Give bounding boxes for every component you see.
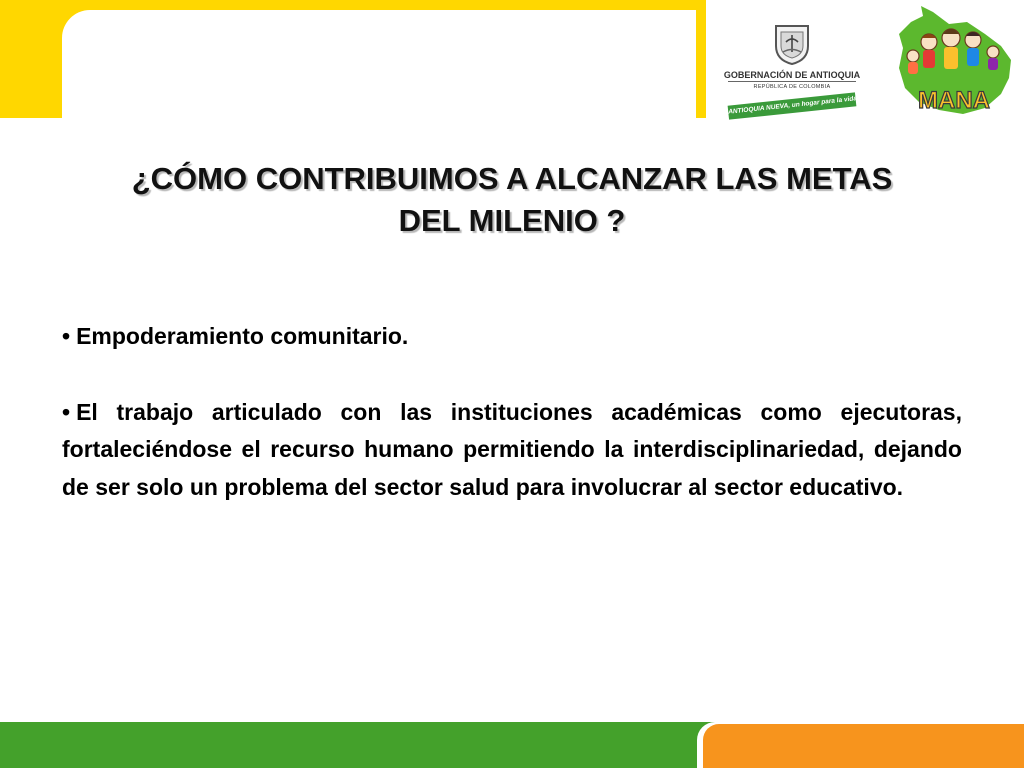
government-logo bbox=[722, 20, 862, 120]
coat-of-arms-icon bbox=[772, 22, 812, 66]
mana-logo-text: MANA bbox=[918, 87, 990, 114]
children-map-icon bbox=[893, 4, 1015, 120]
mana-logo bbox=[893, 4, 1015, 120]
bullet-dot-icon: • bbox=[62, 323, 71, 349]
bullet-dot-icon: • bbox=[62, 398, 71, 425]
bullet-text: El trabajo articulado con las instituciones académicas como ejecutoras, fortaleciéndose el recurso humano permitiendo la interdisciplinariedad, dejando de ser solo un problema del sector salud para involucrar al sector educativo. bbox=[62, 398, 962, 500]
slide-title-line-1: ¿CÓMO CONTRIBUIMOS A ALCANZAR LAS METAS bbox=[131, 161, 893, 196]
government-tagline: ANTIOQUIA NUEVA, un hogar para la vida bbox=[728, 92, 857, 119]
government-divider bbox=[728, 81, 856, 82]
bullet-text: Empoderamiento comunitario. bbox=[76, 323, 409, 349]
slide-title-line-2: DEL MILENIO ? bbox=[398, 203, 626, 238]
government-name: GOBERNACIÓN DE ANTIOQUIA bbox=[723, 70, 861, 80]
bullet-list bbox=[62, 318, 962, 506]
bullet-item bbox=[62, 318, 962, 356]
government-country: REPÚBLICA DE COLOMBIA bbox=[753, 84, 831, 90]
bullet-item bbox=[62, 394, 962, 507]
slide-title bbox=[30, 158, 994, 242]
header-white-card bbox=[62, 10, 696, 130]
footer-orange-tab bbox=[703, 724, 1024, 768]
